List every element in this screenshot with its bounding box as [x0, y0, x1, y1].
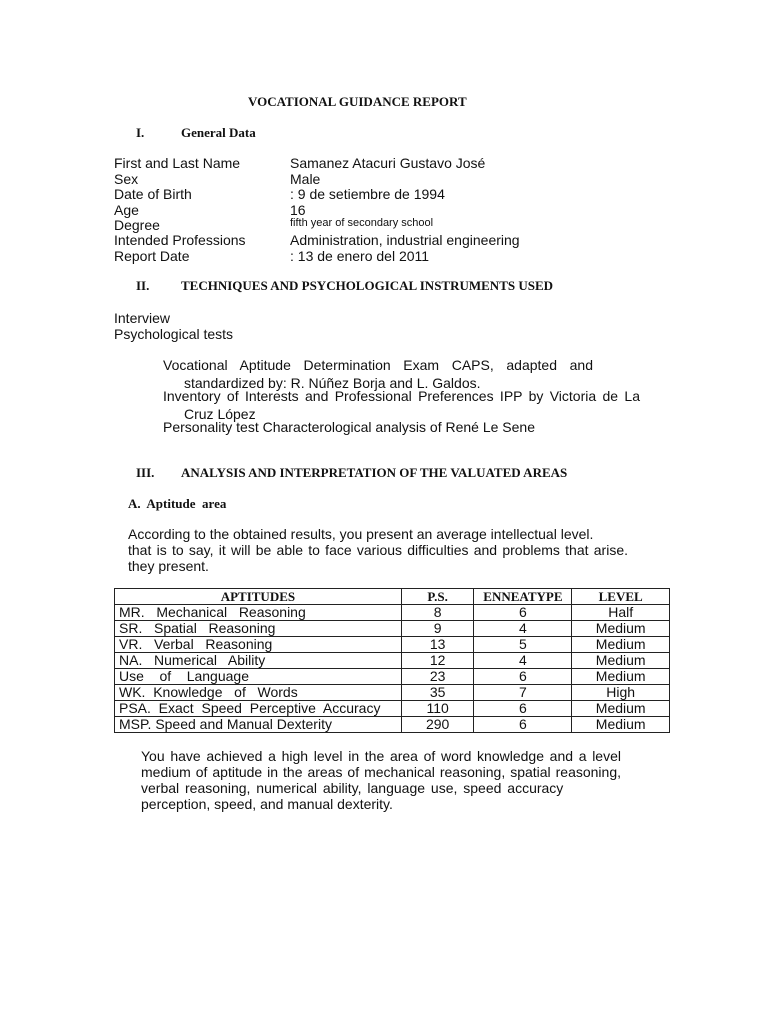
conclusion-line: perception, speed, and manual dexterity. [141, 796, 393, 812]
table-row [115, 717, 670, 733]
aptitude-cell: VR. Verbal Reasoning [115, 637, 402, 653]
enneatype-cell: 6 [474, 669, 572, 685]
level-cell: High [572, 685, 670, 701]
section-number: I. [136, 125, 145, 140]
enneatype-cell: 5 [474, 637, 572, 653]
field-value: Samanez Atacuri Gustavo José [290, 155, 486, 171]
field-value: fifth year of secondary school [290, 217, 434, 229]
intro-line: that is to say, it will be able to face various difficulties and problems that arise. [128, 542, 628, 558]
section-title: ANALYSIS AND INTERPRETATION OF THE VALUATED AREAS [181, 465, 568, 480]
section-number: III. [136, 465, 155, 480]
field-value: Male [290, 171, 321, 187]
aptitude-cell: Use of Language [115, 669, 402, 685]
test-line-1: Vocational Aptitude Determination Exam CAPS, adapted and [163, 357, 593, 373]
field-label: Sex [114, 171, 139, 187]
aptitudes-table [114, 588, 670, 733]
aptitude-cell: PSA. Exact Speed Perceptive Accuracy [115, 701, 402, 717]
level-cell: Half [572, 605, 670, 621]
column-header: ENNEATYPE [474, 589, 572, 605]
field-value: Administration, industrial engineering [290, 232, 520, 248]
section-number: II. [136, 278, 150, 293]
conclusion-line: medium of aptitude in the areas of mechanical reasoning, spatial reasoning, [141, 764, 621, 780]
field-label: Intended Professions [114, 232, 246, 248]
test-item-ipp [163, 388, 640, 422]
enneatype-cell: 6 [474, 605, 572, 621]
aptitude-cell: MSP. Speed and Manual Dexterity [115, 717, 402, 733]
field-label: First and Last Name [114, 155, 241, 171]
ps-cell: 110 [401, 701, 474, 717]
table-row [115, 701, 670, 717]
report-title: VOCATIONAL GUIDANCE REPORT [248, 94, 467, 109]
column-header: APTITUDES [115, 589, 402, 605]
section-general-data [136, 125, 536, 141]
enneatype-cell: 4 [474, 653, 572, 669]
ps-cell: 9 [401, 621, 474, 637]
section-title: TECHNIQUES AND PSYCHOLOGICAL INSTRUMENTS USED [181, 278, 554, 293]
ps-cell: 12 [401, 653, 474, 669]
test-line-1: Inventory of Interests and Professional Preferences IPP by Victoria de La [163, 388, 640, 404]
table-row [115, 653, 670, 669]
aptitude-cell: MR. Mechanical Reasoning [115, 605, 402, 621]
table-row [115, 685, 670, 701]
field-label: Degree [114, 217, 160, 233]
enneatype-cell: 6 [474, 701, 572, 717]
aptitude-cell: WK. Knowledge of Words [115, 685, 402, 701]
column-header: LEVEL [572, 589, 670, 605]
conclusion-line: You have achieved a high level in the area of word knowledge and a level [141, 748, 621, 764]
test-line-2: standardized by: R. Núñez Borja and L. Galdos. [184, 375, 481, 391]
general-row-name [114, 155, 674, 171]
intro-line: According to the obtained results, you present an average intellectual level. [128, 526, 594, 542]
section-analysis [136, 465, 696, 481]
ps-cell: 23 [401, 669, 474, 685]
level-cell: Medium [572, 669, 670, 685]
ps-cell: 35 [401, 685, 474, 701]
conclusion-line: verbal reasoning, numerical ability, language use, speed accuracy [141, 780, 564, 796]
general-row-degree [114, 217, 674, 233]
field-label: Date of Birth [114, 186, 192, 202]
general-row-report-date [114, 248, 674, 264]
level-cell: Medium [572, 701, 670, 717]
field-value: : 13 de enero del 2011 [290, 248, 430, 264]
table-row [115, 637, 670, 653]
technique-label: Psychological tests [114, 326, 234, 342]
table-row [115, 669, 670, 685]
general-row-dob [114, 186, 674, 202]
intro-line: they present. [128, 558, 209, 574]
general-row-professions [114, 232, 674, 248]
field-value: : 9 de setiembre de 1994 [290, 186, 445, 202]
level-cell: Medium [572, 653, 670, 669]
technique-label: Interview [114, 310, 171, 326]
test-item-personality: Personality test Characterological analysis of René Le Sene [163, 419, 535, 435]
field-value: 16 [290, 202, 306, 218]
aptitude-cell: NA. Numerical Ability [115, 653, 402, 669]
section-techniques [136, 278, 696, 294]
field-label: Report Date [114, 248, 190, 264]
conclusion-paragraph [141, 748, 621, 812]
table-row [115, 621, 670, 637]
table-row [115, 605, 670, 621]
ps-cell: 8 [401, 605, 474, 621]
aptitude-cell: SR. Spatial Reasoning [115, 621, 402, 637]
enneatype-cell: 4 [474, 621, 572, 637]
table-header-row [115, 589, 670, 605]
general-row-sex [114, 171, 674, 187]
enneatype-cell: 7 [474, 685, 572, 701]
test-line-2: Cruz López [184, 406, 256, 422]
level-cell: Medium [572, 717, 670, 733]
section-title: General Data [181, 125, 256, 140]
enneatype-cell: 6 [474, 717, 572, 733]
column-header: P.S. [401, 589, 474, 605]
subsection-aptitude-area: A. Aptitude area [128, 496, 227, 511]
level-cell: Medium [572, 621, 670, 637]
field-label: Age [114, 202, 139, 218]
ps-cell: 290 [401, 717, 474, 733]
technique-item-tests [114, 326, 233, 344]
level-cell: Medium [572, 637, 670, 653]
ps-cell: 13 [401, 637, 474, 653]
intro-paragraph [128, 526, 628, 574]
test-item-caps [163, 357, 593, 391]
